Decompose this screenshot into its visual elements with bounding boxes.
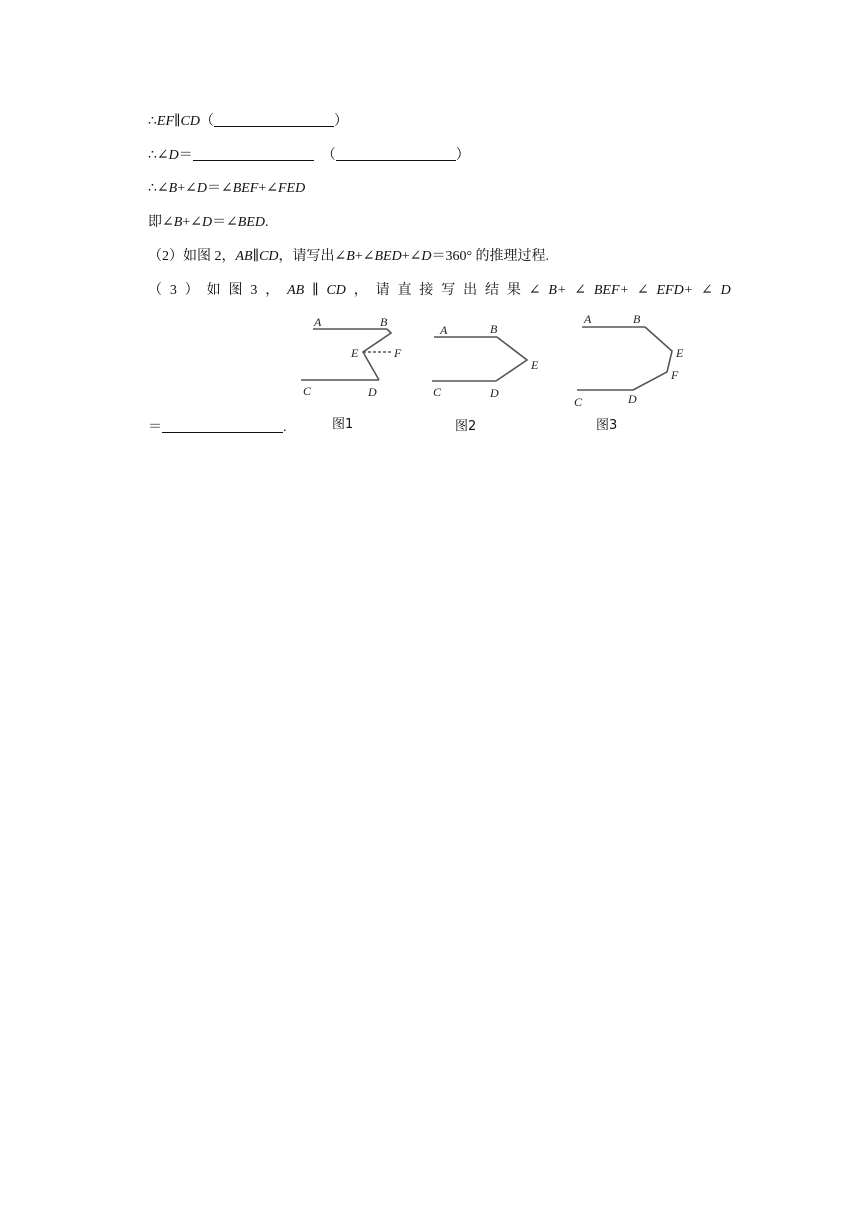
plus-angle: +∠ xyxy=(258,181,278,196)
plus-angle: +∠ xyxy=(401,249,422,264)
label-c: C xyxy=(574,395,583,409)
open-paren: （ xyxy=(199,114,214,129)
label-a: A xyxy=(440,323,448,337)
label-f: F xyxy=(394,346,402,360)
equals-angle: ＝∠ xyxy=(206,181,233,196)
label-f: F xyxy=(671,368,679,382)
equals-sign: ＝ xyxy=(148,420,162,435)
q2-tail: ＝360° 的推理过程. xyxy=(431,249,550,264)
q2-parallel: AB∥CD xyxy=(235,249,279,264)
q3-token: （ xyxy=(148,283,162,298)
label-e: E xyxy=(531,358,539,372)
angle-b: B xyxy=(168,181,178,196)
q3-token: ∠ xyxy=(636,283,649,298)
label-b: B xyxy=(633,312,641,326)
q3-token: B+ xyxy=(548,283,567,298)
figure-3 xyxy=(577,327,672,390)
polyline-bed xyxy=(363,329,391,380)
q3-token: ） xyxy=(184,283,199,298)
therefore-angle: ∴∠ xyxy=(148,148,169,163)
period: . xyxy=(283,420,287,435)
label-d: D xyxy=(490,386,499,400)
angle-d: D xyxy=(168,148,179,163)
parallel-statement: EF∥CD xyxy=(156,114,200,129)
label-b: B xyxy=(490,322,498,336)
namely-angle: 即∠ xyxy=(148,215,174,230)
q3-token: 果 xyxy=(506,283,521,298)
figure-1-caption: 图1 xyxy=(332,417,354,432)
label-a: A xyxy=(584,312,592,326)
q3-token: AB xyxy=(287,283,305,298)
q3-token: 直 xyxy=(397,283,412,298)
angle-bef: BEF xyxy=(232,181,259,196)
q3-token: 图 xyxy=(228,283,243,298)
equals-sign: ＝ xyxy=(178,148,193,163)
figure-2-caption: 图2 xyxy=(455,419,477,434)
q3-token: ∥ xyxy=(312,283,319,298)
q3-token: ∠ xyxy=(528,283,541,298)
label-a: A xyxy=(314,315,322,329)
angle-b: B xyxy=(173,215,183,230)
label-c: C xyxy=(303,384,312,398)
plus-angle: +∠ xyxy=(354,249,375,264)
polyline-befd xyxy=(633,327,672,390)
q3-token: ， xyxy=(265,283,280,298)
q3-token: D xyxy=(720,283,731,298)
q3-token: 出 xyxy=(463,283,478,298)
label-b: B xyxy=(380,315,388,329)
label-d: D xyxy=(628,392,637,406)
q3-token: ∠ xyxy=(574,283,586,298)
angle-bed: BED xyxy=(237,215,266,230)
angle-d: D xyxy=(196,181,207,196)
label-e: E xyxy=(351,346,359,360)
q3-token: EFD+ xyxy=(656,283,694,298)
q3-token: 写 xyxy=(441,283,456,298)
q3-token: CD xyxy=(326,283,346,298)
q3-token: 3 xyxy=(169,283,177,298)
plus-angle: +∠ xyxy=(182,215,202,230)
q2-mid: ，请写出∠ xyxy=(278,249,347,264)
q3-token: 结 xyxy=(485,283,500,298)
q3-token: ∠ xyxy=(701,283,713,298)
period: . xyxy=(265,215,269,230)
q3-token: ， xyxy=(353,283,368,298)
q3-token: 接 xyxy=(419,283,434,298)
angle-d: D xyxy=(201,215,213,230)
close-paren: ） xyxy=(455,148,470,163)
angle-b: B xyxy=(346,249,355,264)
label-c: C xyxy=(433,385,442,399)
q2-prefix: （2）如图 2， xyxy=(148,249,236,264)
angle-bed: BED xyxy=(374,249,402,264)
label-e: E xyxy=(676,346,684,360)
therefore-angle: ∴∠ xyxy=(148,181,169,196)
plus-angle: +∠ xyxy=(177,181,197,196)
q3-token: 3 xyxy=(250,283,258,298)
close-paren: ） xyxy=(333,114,348,129)
figure-3-caption: 图3 xyxy=(596,418,618,433)
figure-1 xyxy=(301,329,391,380)
q3-token: BEF+ xyxy=(593,283,629,298)
angle-d: D xyxy=(421,249,432,264)
open-paren: （ xyxy=(321,148,336,163)
q3-token: 如 xyxy=(206,283,221,298)
figure-2 xyxy=(432,337,527,381)
q3-token: 请 xyxy=(375,283,390,298)
label-d: D xyxy=(368,385,377,399)
angle-fed: FED xyxy=(278,181,306,196)
therefore-symbol: ∴ xyxy=(148,114,157,129)
polyline-bed xyxy=(496,337,527,381)
equals-angle: ＝∠ xyxy=(212,215,238,230)
